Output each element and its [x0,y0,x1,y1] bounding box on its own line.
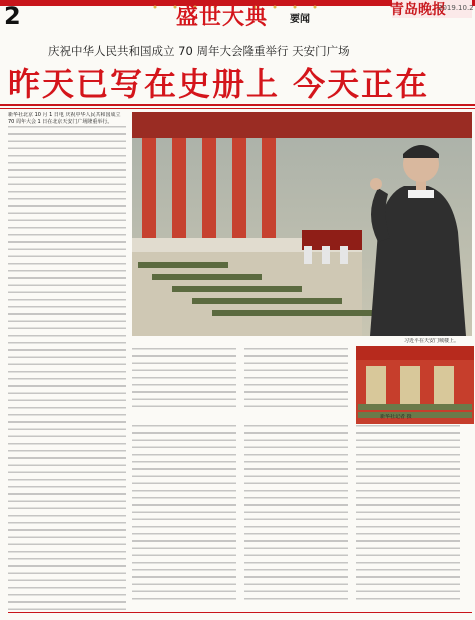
article-column-3 [244,425,348,605]
photo-caption-1: 习近平在天安门城楼上。 [404,338,460,344]
article-column-4 [356,425,460,605]
article-column-3-top [244,348,348,408]
page-number: 2 [4,2,21,30]
article-column-1 [8,112,126,612]
section-subtitle: 要闻 [290,14,310,25]
body-text-lines [132,425,236,605]
body-text-lines [132,348,236,408]
article-lead: 新华社北京 10 月 1 日电 庆祝中华人民共和国成立 70 周年大会 1 日在北京天安门广场隆重举行。 [8,112,121,126]
photo-caption-2: 新华社记者 摄 [380,414,412,420]
article-column-2-top [132,348,236,408]
footer-rule [8,612,472,613]
header-rule [0,104,475,106]
body-text-lines [244,425,348,605]
header-rule-thin [0,108,475,109]
section-title: 盛世大典 [176,4,269,30]
secondary-photo [356,346,474,424]
article-headline: 昨天已写在史册上 今天正在 [8,66,430,102]
body-text-lines [356,425,460,605]
masthead-logo: 青岛晚报 [390,2,446,18]
body-text-lines [244,348,348,408]
editor-credits [396,20,474,38]
article-column-2 [132,425,236,605]
body-text-lines [8,126,126,612]
main-photo [132,112,472,336]
editor-line [396,32,474,38]
masthead-date: 2019.10.2 [438,4,474,12]
article-kicker: 庆祝中华人民共和国成立 70 周年大会隆重举行 天安门广场 [48,44,350,58]
